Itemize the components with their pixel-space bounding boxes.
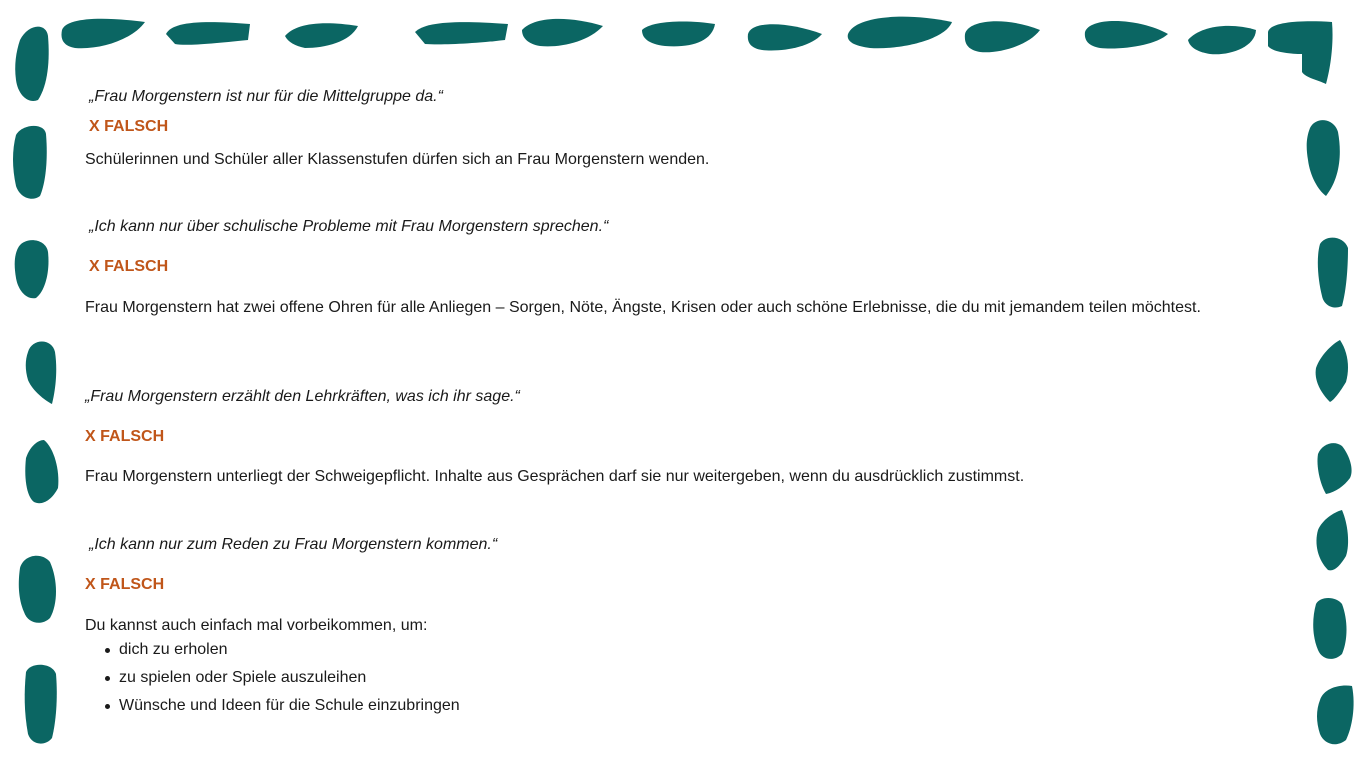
frame-dash <box>19 556 56 623</box>
list-item: Wünsche und Ideen für die Schule einzubringen <box>85 692 460 720</box>
list-item: zu spielen oder Spiele auszuleihen <box>85 664 460 692</box>
frame-dash <box>1316 340 1348 402</box>
verdict-label-4: X FALSCH <box>85 576 165 593</box>
activity-list <box>85 636 460 720</box>
frame-dash <box>522 19 603 46</box>
frame-dash <box>25 440 58 503</box>
frame-dash <box>1316 510 1348 570</box>
fact-text-2: Frau Morgenstern hat zwei offene Ohren für alle Anliegen – Sorgen, Nöte, Ängste, Krisen oder auch schöne Erlebnisse, die du mit jemandem teilen möchtest. <box>85 299 1201 316</box>
myth-quote-2: „Ich kann nur über schulische Probleme mit Frau Morgenstern sprechen.“ <box>89 218 609 235</box>
frame-dash <box>1313 598 1346 659</box>
myth-quote-4: „Ich kann nur zum Reden zu Frau Morgenstern kommen.“ <box>89 536 498 553</box>
fact-text-4: Du kannst auch einfach mal vorbeikommen, um: <box>85 617 428 634</box>
frame-dash <box>1307 120 1340 196</box>
frame-dash <box>25 665 57 744</box>
frame-dash <box>1085 21 1168 49</box>
frame-dash <box>1188 26 1256 54</box>
fact-text-1: Schülerinnen und Schüler aller Klassenstufen dürfen sich an Frau Morgenstern wenden. <box>85 151 710 168</box>
verdict-label-2: X FALSCH <box>89 258 169 275</box>
frame-dash <box>415 22 508 44</box>
fact-text-3: Frau Morgenstern unterliegt der Schweigepflicht. Inhalte aus Gesprächen darf sie nur weitergeben, wenn du ausdrücklich zustimmst. <box>85 468 1025 485</box>
frame-dash <box>13 126 47 199</box>
myth-quote-3: „Frau Morgenstern erzählt den Lehrkräften, was ich ihr sage.“ <box>85 388 520 405</box>
frame-dash <box>965 21 1040 52</box>
frame-dash <box>15 240 49 298</box>
verdict-label-1: X FALSCH <box>89 118 169 135</box>
frame-dash <box>62 19 145 49</box>
frame-dash <box>1317 686 1354 745</box>
frame-dash <box>15 27 48 101</box>
frame-dash <box>166 22 250 45</box>
frame-dash <box>642 22 715 47</box>
frame-dash <box>848 17 952 49</box>
frame-dash <box>26 342 56 405</box>
list-item: dich zu erholen <box>85 636 460 664</box>
frame-dash <box>1268 21 1333 84</box>
frame-dash <box>1317 443 1351 494</box>
frame-dash <box>1318 238 1348 308</box>
verdict-label-3: X FALSCH <box>85 428 165 445</box>
myth-quote-1: „Frau Morgenstern ist nur für die Mittelgruppe da.“ <box>89 88 443 105</box>
frame-dash <box>748 24 822 50</box>
frame-dash <box>285 23 358 48</box>
